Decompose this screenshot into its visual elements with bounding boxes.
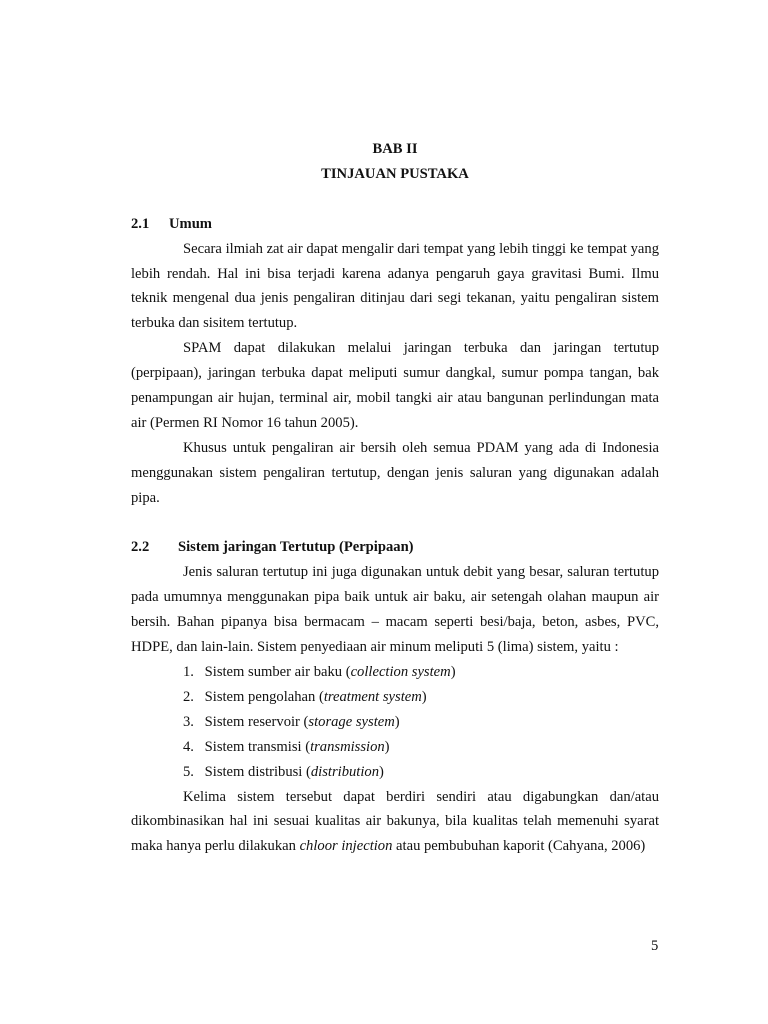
list-number: 3. (183, 713, 194, 730)
list-item (131, 685, 659, 710)
chapter-label: BAB II (372, 141, 418, 157)
list-text: Sistem transmisi ( (204, 738, 311, 755)
list-close: ) (394, 713, 400, 730)
list-item (131, 710, 659, 735)
page-number: 5 (651, 938, 659, 954)
paragraph: Secara ilmiah zat air dapat mengalir dari tempat yang lebih tinggi ke tempat yang lebih rendah. Hal ini bisa terjadi karena adanya pengaruh gaya gravitasi Bumi. Ilmu teknik mengenal dua jenis pengaliran ditinjau dari segi tekanan, yaitu pengaliran sistem terbuka dan sisitem tertutup. (131, 240, 659, 332)
list-close: ) (379, 763, 384, 780)
spacer (131, 187, 659, 212)
list-number: 1. (183, 664, 194, 680)
section-number: 2.1 (131, 215, 150, 232)
list-close: ) (421, 688, 427, 705)
list-number: 2. (183, 688, 194, 705)
list-text: Sistem distribusi ( (204, 763, 311, 780)
list-text: Sistem pengolahan ( (204, 688, 324, 705)
section-title: Sistem jaringan Tertutup (Perpipaan) (178, 539, 414, 556)
closing-text: Kelima sistem tersebut dapat berdiri sendiri atau digabungkan dan/atau dikombinasikan hal ini sesuai kualitas air bakunya, bila kualitas telah memenuhi syarat maka hanya perlu dilakukan (131, 788, 659, 855)
closing-text-end: atau pembubuhan kaporit (Cahyana, 2006) (392, 838, 646, 855)
list-term: distribution (310, 763, 379, 780)
closing-term: chloor injection (299, 838, 393, 855)
section-heading-umum (131, 212, 659, 237)
list-term: storage system (308, 713, 395, 730)
page-content (131, 137, 659, 859)
paragraph: Khusus untuk pengaliran air bersih oleh semua PDAM yang ada di Indonesia menggunakan sistem pengaliran tertutup, dengan jenis saluran yang digunakan adalah pipa. (131, 439, 659, 506)
list-item (131, 760, 659, 785)
list-close: ) (450, 664, 456, 680)
chapter-title: TINJAUAN PUSTAKA (321, 165, 469, 182)
section-heading-sistem-jaringan (131, 535, 659, 560)
list-close: ) (384, 738, 390, 755)
list-term: treatment system (323, 688, 422, 705)
list-number: 4. (183, 738, 194, 755)
section-title: Umum (169, 215, 212, 232)
paragraph (131, 785, 659, 860)
list-number: 5. (183, 763, 194, 780)
paragraph: Jenis saluran tertutup ini juga digunakan untuk debit yang besar, saluran tertutup pada umumnya menggunakan pipa baik untuk air baku, air setengah olahan maupun air bersih. Bahan pipanya bisa bermacam – macam seperti besi/baja, beton, asbes, PVC, HDPE, dan lain-lain. Sistem penyediaan air minum meliputi 5 (lima) sistem, yaitu : (131, 564, 659, 656)
list-term: transmission (310, 738, 385, 755)
paragraph: SPAM dapat dilakukan melalui jaringan terbuka dan jaringan tertutup (perpipaan), jaringan terbuka dapat meliputi sumur dangkal, sumur pompa tangan, bak penampungan air hujan, terminal air, mobil tangki air atau bangunan perlindungan mata air (Permen RI Nomor 16 tahun 2005). (131, 340, 659, 431)
spacer (131, 511, 659, 536)
list-text: Sistem sumber air baku ( (204, 664, 351, 680)
section-number: 2.2 (131, 539, 150, 556)
list-item (131, 735, 659, 760)
list-item (131, 660, 659, 685)
list-term: collection system (350, 664, 451, 680)
system-list (131, 660, 659, 785)
list-text: Sistem reservoir ( (204, 713, 309, 730)
